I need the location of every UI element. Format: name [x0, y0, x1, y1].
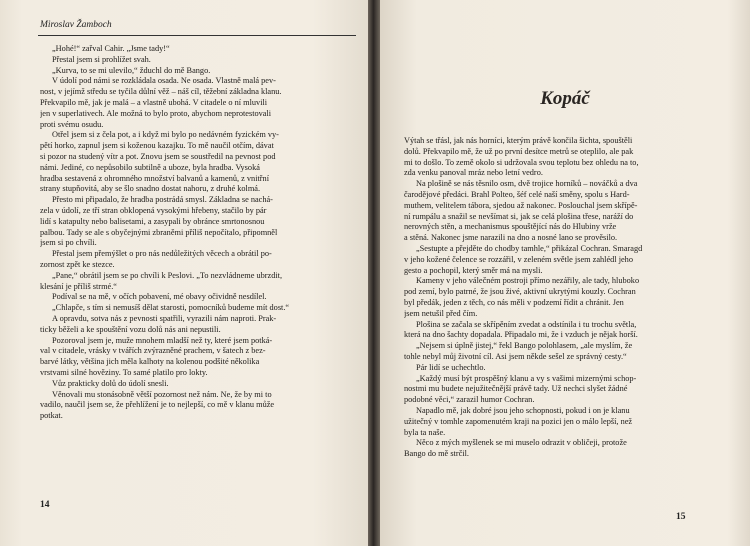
text-line: dolů. Překvapilo mě, že už po první desítce metrů se oteplilo, ale pak — [404, 146, 634, 156]
text-line: „Hohé!“ zařval Cahir. „Jsme tady!“ — [52, 44, 170, 53]
left-page-text — [40, 44, 360, 422]
text-line: lidí s katapulty nebo balisetami, a zasypali by obránce smrtonosnou — [40, 216, 265, 226]
text-line: pětí horko, zapnul jsem si koženou kazajku. To mě naučil otčím, dávat — [40, 141, 274, 151]
text-line: Něco z mých myšlenek se mi muselo odrazit v obličeji, protože — [416, 438, 627, 448]
text-line: zda venku panoval mráz nebo letní vedro. — [404, 168, 543, 178]
book-spine — [368, 0, 380, 546]
text-line: Přestal jsem přemýšlet o pro nás nedůležitých věcech a obrátil po- — [52, 249, 272, 259]
header-rule — [38, 35, 356, 36]
text-line: si pozor na studený vítr a pot. Znovu jsem se soustředil na pevnost pod — [40, 151, 276, 161]
text-line: Napadlo mě, jak dobré jsou jeho schopnosti, pokud i on je klanu — [416, 405, 630, 415]
text-line: „Sestupte a přejděte do chodby tamhle,“ přikázal Cochran. Smaragd — [416, 243, 643, 253]
right-page — [380, 0, 750, 546]
left-page-number: 14 — [40, 500, 50, 510]
text-line: Na plošině se nás těsnilo osm, dvě trojice horníků – nováčků a dva — [416, 179, 638, 189]
text-line: „Pane,“ obrátil jsem se po chvíli k Peslovi. „To nezvládneme ubrzdit, — [52, 270, 283, 280]
text-line: gesto a pochopil, který směr má na mysli. — [404, 265, 543, 275]
text-line: Otřel jsem si z čela pot, a i když mi bylo po nedávném fyzickém vy- — [52, 130, 279, 140]
text-line: pod zemí, bylo patrné, že jsou živé, aktivní ukrytými kouzly. Cochran — [404, 287, 636, 297]
right-page-number: 15 — [676, 512, 686, 522]
text-line: „Každý musí být prospěšný klanu a vy s vašimi mizernými schop- — [416, 373, 637, 383]
text-line: ticky běželi a ke spouštění vozu dolů nás ani nepustili. — [40, 324, 221, 334]
text-line: V údolí pod námi se rozkládala osada. Ne osada. Vlastně malá pev- — [52, 76, 276, 86]
text-line: Přestal jsem si prohlížet svah. — [52, 54, 151, 64]
text-line: vadilo, naučil jsem se, že přehlížení je to nejlepší, co mě v klanu může — [40, 400, 275, 410]
text-line: A opravdu, sotva nás z pevnosti spatřili, vyrazili nám naproti. Prak- — [52, 313, 277, 323]
right-page-text — [404, 136, 722, 460]
text-line: zela v údolí, ze tří stran obklopená vysokými hřebeny, stačilo by pár — [40, 205, 267, 215]
text-line: tohle nebyl můj životní cíl. Asi jsem někde sešel ze správný cesty.“ — [404, 351, 627, 361]
text-line: ní rumpálu a snažil se nevšímat si, jak se celá plošina třese, naráží do — [404, 211, 634, 221]
text-line: Pozoroval jsem je, muže mnohem mladší než ty, které jsem potká- — [52, 335, 273, 345]
text-line: zornost zpět ke stezce. — [40, 259, 115, 269]
text-line: palbou. Tady se ale s obyčejnými zbraněmi příliš nepočítalo, připomněl — [40, 227, 278, 237]
text-line: v jeho kožené čelence se rozzářil, v zeleném světle jsem zahlédl jeho — [404, 254, 633, 264]
text-line: muthem, velitelem tábora, sjedou až nakonec. Poslouchal jsem skřípě- — [404, 200, 638, 210]
text-line: Vůz prakticky dolů do údolí snesli. — [52, 378, 169, 388]
text-line: barvé látky, většina jich měla kalhoty na kolenou podšité několika — [40, 357, 260, 367]
text-line: Výtah se třásl, jak nás horníci, kterým právě končila šichta, spouštěli — [404, 136, 633, 145]
text-line: podobné věci,“ zarazil humor Cochran. — [404, 395, 535, 405]
text-line: „Kurva, to se mi ulevilo,“ žduchl do mě Bango. — [52, 65, 211, 75]
chapter-title: Kopáč — [540, 88, 590, 109]
text-line: vrstvami silné hověziny. To samé platilo pro lokty. — [40, 367, 208, 377]
left-page — [0, 0, 368, 546]
text-line: potkat. — [40, 411, 63, 421]
text-line: nostmi mu budete nejužitečnější právě tady. Už nechci slyšet žádné — [404, 384, 628, 394]
text-line: „Nejsem si úplně jistej,“ řekl Bango polohlasem, „ale myslím, že — [416, 341, 633, 351]
text-line: Podíval se na mě, v očích pobavení, mé obavy očividně nesdílel. — [52, 292, 267, 302]
text-line: Překvapilo mě, jak je malá – a vlastně ubohá. V citadele o ní mluvili — [40, 97, 268, 107]
text-line: val v citadele, vrásky v tvářích zvýrazněné prachem, v šatech z bez- — [40, 346, 266, 356]
text-line: nerovných stěn, a mechanismus spouštějící nás do Hlubiny vrže — [404, 222, 617, 232]
running-head: Miroslav Žamboch — [40, 20, 112, 30]
text-line: klesání je příliš strmé.“ — [40, 281, 117, 291]
text-line: nost, v jejímž středu se tyčila důlní věž – náš cíl, těžební základna klanu. — [40, 87, 282, 97]
text-line: námi. Jediné, co nepůsobilo subtilně a uboze, byla hradba. Vysoká — [40, 162, 260, 172]
text-line: čarodějové předáci. Brahl Polteo, šéf celé naší směny, spolu s Hard- — [404, 189, 630, 199]
text-line: byla ta naše. — [404, 427, 446, 437]
text-line: Kameny v jeho válečném postroji přímo nezářily, ale tady, hluboko — [416, 276, 640, 286]
text-line: hradba sestavená z ohromného množství balvanů a kamenů, z vnitřní — [40, 173, 270, 183]
text-line: byl předák, jeden z těch, co nás měli v podzemí řídit a chránit. Jen — [404, 297, 624, 307]
text-line: Bango do mě strčil. — [404, 449, 469, 459]
text-line: Věnovali mu stonásobně větší pozornost než nám. Ne, že by mi to — [52, 389, 272, 399]
text-line: jsem si po chvíli. — [40, 238, 97, 248]
text-line: a stěná. Nakonec jsme narazili na dno a nosné lano se prověsilo. — [404, 233, 618, 243]
text-line: proti svému osudu. — [40, 119, 104, 129]
text-line: mi to došlo. To země okolo si udržovala svou teplotu bez ohledu na to, — [404, 157, 639, 167]
text-line: Plošina se začala se skřípěním zvedat a odstínila i tu trochu světla, — [416, 319, 637, 329]
text-line: jen v superlativech. Ale možná to bylo proto, abychom neprotestovali — [40, 108, 272, 118]
text-line: která na dno šachty dopadala. Připadalo mi, že i vzduch je nějak horší. — [404, 330, 638, 340]
text-line: užitečný v tomhle zapomenutém kraji na pozici jen o málo lepší, než — [404, 416, 633, 426]
text-line: jsem netušil před čím. — [404, 308, 478, 318]
text-line: „Chlapče, s tím si nemusíš dělat starosti, pomocníků budeme mít dost.“ — [52, 303, 290, 313]
text-line: strany stupňovitá, aby se šlo snadno dostat nahoru, z druhé kolmá. — [40, 184, 261, 194]
text-line: Pár lidí se uchechtlo. — [416, 362, 486, 372]
text-line: Přesto mi připadalo, že hradba postrádá smysl. Základna se nachá- — [52, 195, 273, 205]
